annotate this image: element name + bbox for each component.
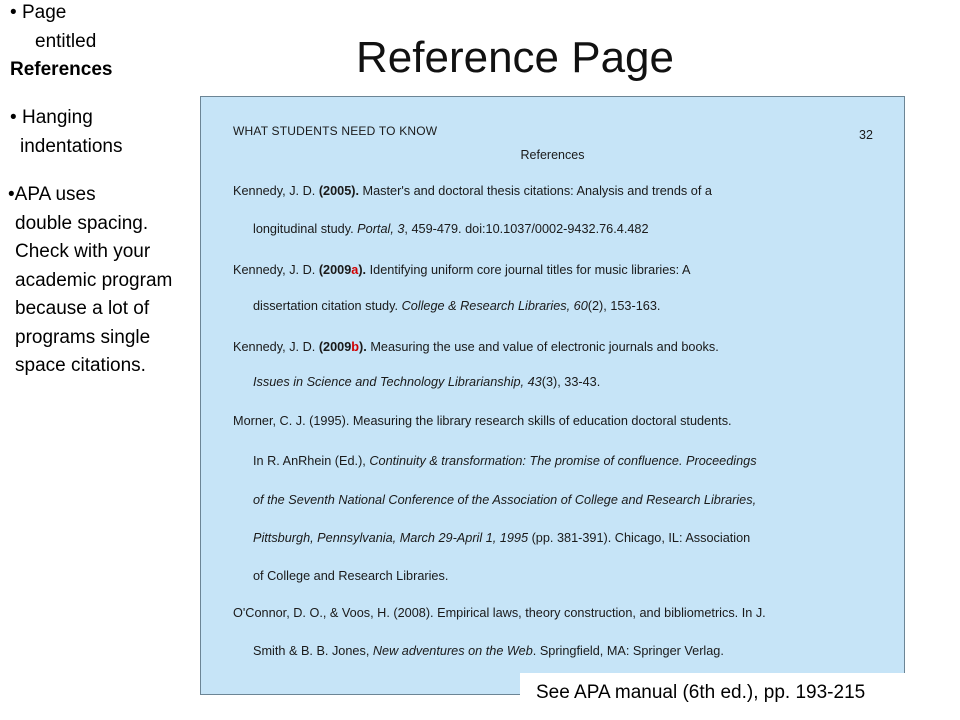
bullet-text: APA uses (14, 184, 96, 205)
reference-entry-line: In R. AnRhein (Ed.), Continuity & transformation: The promise of confluence. Proceedings (253, 454, 757, 468)
bullet-dot-icon: • (10, 2, 17, 23)
bullet-line (8, 181, 172, 210)
references-heading: References (520, 148, 585, 162)
bullet-dot-icon: • (8, 184, 15, 205)
reference-page-example (200, 96, 905, 695)
reference-entry-line: Pittsburgh, Pennsylvania, March 29-April 1, 1995 (pp. 381-391). Chicago, IL: Association (253, 531, 751, 545)
slide-title: Reference Page (356, 33, 674, 82)
reference-entry-line: O'Connor, D. O., & Voos, H. (2008). Empirical laws, theory construction, and bibliometrics. In J. (233, 606, 766, 620)
bullet-page-entitled (8, 0, 112, 85)
bullet-line (8, 0, 112, 28)
bullet-text: Page (22, 2, 67, 23)
reference-entry-line: Issues in Science and Technology Librarianship, 43(3), 33-43. (253, 375, 601, 389)
reference-page-content (201, 97, 904, 694)
bullet-line: double spacing. (15, 212, 149, 234)
reference-entry-line: Smith & B. B. Jones, New adventures on the Web. Springfield, MA: Springer Verlag. (253, 644, 724, 658)
reference-entry-line: longitudinal study. Portal, 3, 459-479. doi:10.1037/0002-9432.76.4.482 (253, 222, 649, 236)
bullet-line: References (10, 59, 113, 80)
page-number: 32 (859, 128, 873, 142)
running-head: WHAT STUDENTS NEED TO KNOW (233, 124, 438, 138)
reference-entry-line: of the Seventh National Conference of the Association of College and Research Libraries, (253, 493, 757, 507)
reference-entry-line: Kennedy, J. D. (2009b). Measuring the use and value of electronic journals and books. (233, 340, 719, 354)
reference-entry-line: Kennedy, J. D. (2009a). Identifying uniform core journal titles for music libraries: A (233, 263, 691, 277)
bullet-hanging-indentations (8, 104, 122, 161)
bullet-line (8, 104, 122, 133)
reference-entry-line: dissertation citation study. College & Research Libraries, 60(2), 153-163. (253, 299, 661, 313)
bullet-line: academic program (15, 269, 173, 291)
bullet-line: programs single (15, 326, 151, 348)
bullet-line: space citations. (15, 355, 146, 376)
bullet-dot-icon: • (10, 107, 17, 128)
year-suffix-highlight: a (351, 263, 359, 277)
reference-entry-line: Morner, C. J. (1995). Measuring the library research skills of education doctoral students. (233, 414, 732, 428)
year-suffix-highlight: b (351, 340, 360, 354)
bullet-line: entitled (35, 30, 97, 52)
apa-manual-note: See APA manual (6th ed.), pp. 193-215 (520, 673, 920, 713)
bullet-line: because a lot of (15, 298, 150, 319)
bullet-line: Check with your (15, 241, 151, 262)
bullet-apa-double-spacing (8, 181, 172, 381)
bullet-text: Hanging (22, 107, 93, 128)
reference-entry-line: of College and Research Libraries. (253, 569, 449, 583)
reference-entry-line: Kennedy, J. D. (2005). Master's and doctoral thesis citations: Analysis and trends of a (233, 184, 712, 198)
bullet-line: indentations (20, 135, 123, 157)
